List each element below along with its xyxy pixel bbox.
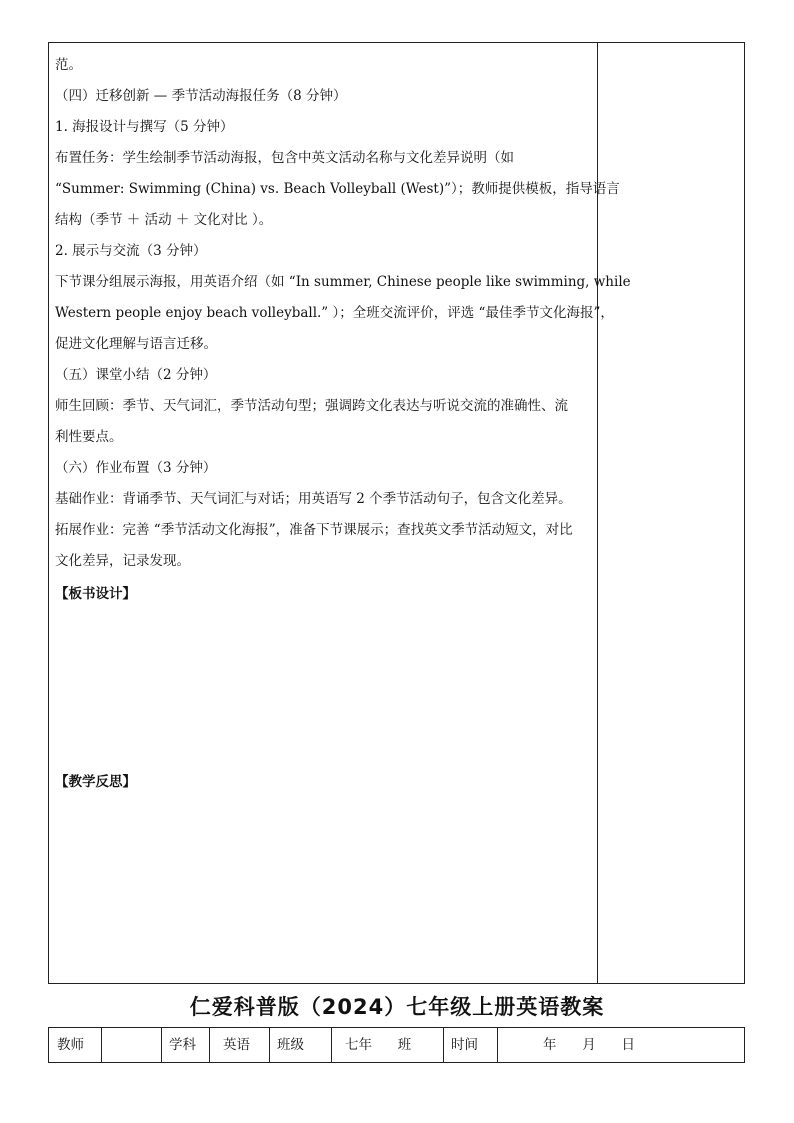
subject-value: 英语	[223, 1037, 250, 1053]
body-line: 拓展作业：完善 “季节活动文化海报”，准备下节课展示；查找英文季节活动短文，对比	[55, 522, 573, 538]
body-line: 布置任务：学生绘制季节活动海报，包含中英文活动名称与文化差异说明（如	[55, 150, 514, 166]
section-heading: （四）迁移创新 — 季节活动海报任务（8 分钟）	[55, 88, 347, 104]
body-line: 范。	[55, 57, 82, 73]
body-line: 基础作业：背诵季节、天气词汇与对话；用英语写 2 个季节活动句子，包含文化差异。	[55, 491, 572, 507]
board-design-heading: 【板书设计】	[55, 586, 136, 602]
body-line: 结构（季节 ＋ 活动 ＋ 文化对比 ）。	[55, 212, 273, 228]
body-line: 师生回顾：季节、天气词汇，季节活动句型；强调跨文化表达与听说交流的准确性、流	[55, 398, 568, 414]
subsection-heading: 2. 展示与交流（3 分钟）	[55, 243, 207, 259]
body-line: “Summer: Swimming (China) vs. Beach Volleyball (West)”）；教师提供模板，指导语言	[55, 181, 620, 197]
reflection-heading: 【教学反思】	[55, 774, 136, 790]
lesson-plan-table	[48, 42, 745, 984]
body-line: 利性要点。	[55, 429, 123, 445]
time-value: 年 月 日	[543, 1037, 635, 1053]
section-heading: （五）课堂小结（2 分钟）	[55, 367, 217, 383]
subject-label: 学科	[169, 1037, 196, 1053]
body-line: 促进文化理解与语言迁移。	[55, 336, 217, 352]
banner-title: 仁爱科普版（2024）七年级上册英语教案	[189, 995, 605, 1019]
section-heading: （六）作业布置（3 分钟）	[55, 460, 217, 476]
time-label: 时间	[451, 1037, 478, 1053]
body-line: 文化差异，记录发现。	[55, 553, 190, 569]
footer-info-table	[48, 1027, 745, 1063]
subsection-heading: 1. 海报设计与撰写（5 分钟）	[55, 119, 234, 135]
class-label: 班级	[277, 1037, 304, 1053]
body-line: Western people enjoy beach volleyball.” ）；全班交流评价，评选 “最佳季节文化海报”，	[55, 305, 614, 321]
teacher-label: 教师	[57, 1037, 84, 1053]
teacher-value	[101, 1028, 161, 1062]
body-line: 下节课分组展示海报，用英语介绍（如 “In summer, Chinese people like swimming, while	[55, 274, 631, 290]
class-value: 七年 班	[345, 1037, 412, 1053]
